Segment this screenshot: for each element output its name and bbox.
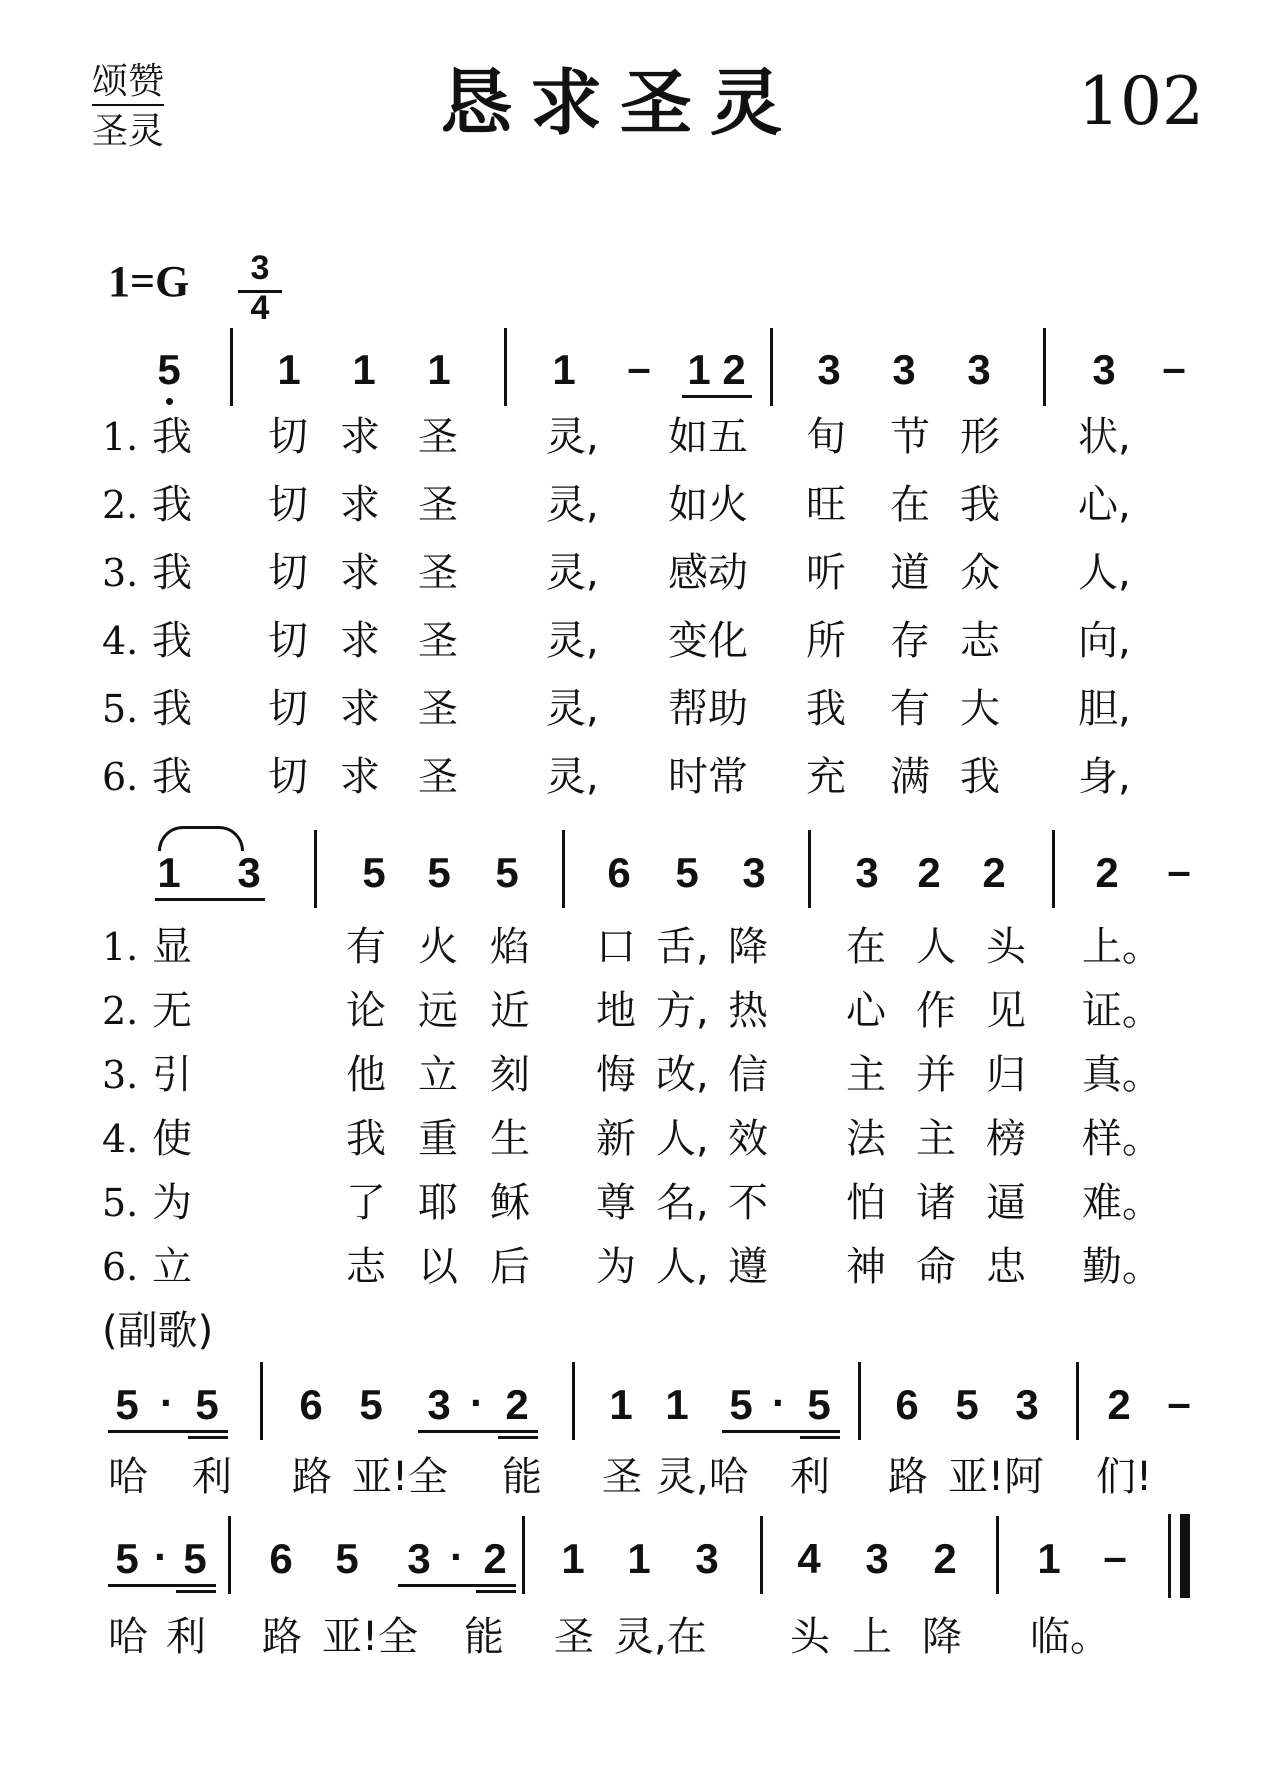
sixteenth-underline: [476, 1590, 516, 1593]
lyric-syllable: 切: [268, 754, 308, 800]
lyric-syllable: 尊: [596, 1180, 636, 1226]
note: 5: [675, 849, 699, 896]
lyric-syllable: 求: [340, 414, 380, 460]
lyric-syllable: 心: [846, 988, 886, 1034]
final-barline-thick: [1180, 1514, 1190, 1598]
lyric-syllable: 上: [852, 1614, 892, 1660]
lyric-syllable: 切: [268, 618, 308, 664]
lyric-syllable: 我: [152, 414, 192, 460]
note: 3: [967, 346, 991, 393]
sixteenth-underline: [498, 1436, 538, 1439]
hymn-title: 恳求圣灵: [440, 61, 801, 145]
lyric-syllable: 切: [268, 550, 308, 596]
low-octave-dot: [166, 398, 173, 405]
note: 3: [407, 1535, 431, 1582]
note: 5: [362, 849, 386, 896]
bar-line: [770, 328, 773, 406]
lyric-syllable: 在: [846, 924, 886, 970]
verse-number: 6.: [102, 1245, 139, 1289]
verse-number: 2.: [102, 483, 139, 527]
lyric-syllable: 遵: [728, 1244, 768, 1290]
bar-line: [1052, 830, 1055, 908]
lyric-syllable: 利: [790, 1454, 830, 1500]
verse-number: 3.: [102, 551, 139, 595]
lyric-syllable: 路: [292, 1454, 332, 1500]
lyric-syllable: 道: [890, 550, 930, 596]
lyric-syllable: 引: [152, 1052, 192, 1098]
lyric-syllable: 充: [806, 754, 846, 800]
lyric-syllable: 后: [490, 1244, 530, 1290]
lyric-syllable: 生: [490, 1116, 530, 1162]
lyric-syllable: 降: [922, 1614, 962, 1660]
lyric-syllable: 时常: [668, 754, 748, 800]
dash-hold: –: [1167, 1379, 1191, 1426]
lyric-syllable: 立: [418, 1052, 458, 1098]
lyric-syllable: 主: [846, 1052, 886, 1098]
verse-number: 5.: [102, 1181, 139, 1225]
lyric-syllable: 头: [790, 1614, 830, 1660]
lyric-syllable: 旺: [806, 482, 846, 528]
lyric-syllable: 为: [152, 1180, 192, 1226]
lyric-syllable: 我: [960, 482, 1000, 528]
lyric-syllable: 切: [268, 414, 308, 460]
note: 5: [807, 1381, 831, 1428]
dash-hold: –: [627, 344, 651, 391]
lyric-syllable: 心,: [1078, 482, 1131, 528]
lyric-syllable: 他: [346, 1052, 386, 1098]
dash-hold: –: [1167, 847, 1191, 894]
bar-line: [760, 1516, 763, 1594]
note: 5: [195, 1381, 219, 1428]
verse-number: 1.: [102, 415, 139, 459]
note: 3: [892, 346, 916, 393]
lyric-syllable: 诸: [916, 1180, 956, 1226]
lyric-syllable: 灵,在: [614, 1614, 707, 1660]
lyric-syllable: 勤。: [1082, 1244, 1162, 1290]
lyric-syllable: 以: [418, 1244, 458, 1290]
lyric-syllable: 满: [890, 754, 930, 800]
lyric-syllable: 众: [960, 550, 1000, 596]
lyric-syllable: 我: [152, 754, 192, 800]
note: 2: [483, 1535, 507, 1582]
lyric-syllable: 新: [596, 1116, 636, 1162]
lyric-syllable: 逼: [986, 1180, 1026, 1226]
lyric-syllable: 重: [418, 1116, 458, 1162]
lyric-syllable: 不: [728, 1180, 768, 1226]
lyric-syllable: 能: [464, 1614, 504, 1660]
lyric-syllable: 求: [340, 618, 380, 664]
note: 6: [895, 1381, 919, 1428]
sixteenth-underline: [800, 1436, 840, 1439]
note: 1: [627, 1535, 651, 1582]
note: 3: [1092, 346, 1116, 393]
verse-number: 4.: [102, 1117, 139, 1161]
lyric-syllable: 如火: [668, 482, 748, 528]
note: 5: [495, 849, 519, 896]
quarter-underline: [155, 898, 265, 901]
eighth-underline: [398, 1584, 516, 1587]
lyric-syllable: 为: [596, 1244, 636, 1290]
lyric-syllable: 立: [152, 1244, 192, 1290]
lyric-syllable: 灵,: [546, 550, 599, 596]
note: 2: [933, 1535, 957, 1582]
category-label-holy-spirit: 圣灵: [92, 111, 165, 152]
lyric-syllable: 我: [960, 754, 1000, 800]
dash-hold: –: [1162, 344, 1186, 391]
bar-line: [504, 328, 507, 406]
note: 5: [427, 849, 451, 896]
lyric-syllable: 并: [916, 1052, 956, 1098]
lyric-syllable: 使: [152, 1116, 192, 1162]
verse-number: 4.: [102, 619, 139, 663]
lyric-syllable: 节: [890, 414, 930, 460]
lyric-syllable: 了: [346, 1180, 386, 1226]
lyric-syllable: 人: [916, 924, 956, 970]
lyric-syllable: 灵,: [546, 686, 599, 732]
lyric-syllable: 人,: [656, 1244, 709, 1290]
category-label-praise: 颂赞: [92, 62, 164, 106]
lyric-syllable: 难。: [1082, 1180, 1162, 1226]
lyric-syllable: 利: [192, 1454, 232, 1500]
lyric-syllable: 人,: [1078, 550, 1131, 596]
note: 5: [335, 1535, 359, 1582]
note: 3: [865, 1535, 889, 1582]
lyric-syllable: 效: [728, 1116, 768, 1162]
note: 2: [1095, 849, 1119, 896]
lyric-syllable: 忠: [986, 1244, 1026, 1290]
lyric-syllable: 无: [152, 988, 192, 1034]
note: 2: [1107, 1381, 1131, 1428]
lyric-syllable: 焰: [490, 924, 530, 970]
note: 5: [955, 1381, 979, 1428]
note: 3: [855, 849, 879, 896]
lyric-syllable: 圣: [418, 414, 458, 460]
lyric-syllable: 上。: [1082, 924, 1162, 970]
lyric-syllable: 改,: [656, 1052, 709, 1098]
lyric-syllable: 能: [502, 1454, 542, 1500]
dotted-mark: ·: [450, 1533, 464, 1580]
note: 1: [277, 346, 301, 393]
eighth-underline: [418, 1430, 538, 1433]
lyric-syllable: 向,: [1078, 618, 1131, 664]
bar-line: [572, 1362, 575, 1440]
bar-line: [808, 830, 811, 908]
note: 1: [157, 849, 181, 896]
verse-number: 2.: [102, 989, 139, 1033]
time-signature-denominator: 4: [250, 289, 270, 327]
dotted-mark: ·: [772, 1379, 786, 1426]
lyric-syllable: 法: [846, 1116, 886, 1162]
lyric-syllable: 灵,: [546, 618, 599, 664]
lyric-syllable: 求: [340, 754, 380, 800]
note: 1: [552, 346, 576, 393]
lyric-syllable: 听: [806, 550, 846, 596]
note: 1: [427, 346, 451, 393]
hymn-number: 102: [1078, 63, 1204, 140]
note: 6: [607, 849, 631, 896]
lyric-syllable: 归: [986, 1052, 1026, 1098]
lyric-syllable: 亚!全: [352, 1454, 449, 1500]
lyric-syllable: 灵,: [546, 754, 599, 800]
lyric-syllable: 怕: [846, 1180, 886, 1226]
lyric-syllable: 稣: [490, 1180, 530, 1226]
lyric-syllable: 样。: [1082, 1116, 1162, 1162]
lyric-syllable: 人,: [656, 1116, 709, 1162]
note: 6: [269, 1535, 293, 1582]
lyric-syllable: 耶: [418, 1180, 458, 1226]
lyric-syllable: 灵,: [546, 414, 599, 460]
dotted-mark: ·: [160, 1379, 174, 1426]
lyric-syllable: 信: [728, 1052, 768, 1098]
lyric-syllable: 舌,: [656, 924, 709, 970]
lyric-syllable: 我: [152, 686, 192, 732]
lyric-syllable: 亚!阿: [948, 1454, 1045, 1500]
lyric-syllable: 变化: [668, 618, 748, 664]
lyric-syllable: 圣: [418, 550, 458, 596]
lyric-syllable: 哈: [108, 1454, 148, 1500]
note: 1: [665, 1381, 689, 1428]
bar-line: [314, 830, 317, 908]
lyric-syllable: 口: [596, 924, 636, 970]
lyric-syllable: 榜: [986, 1116, 1026, 1162]
lyric-syllable: 哈: [108, 1614, 148, 1660]
note: 2: [917, 849, 941, 896]
note: 1: [609, 1381, 633, 1428]
lyric-syllable: 地: [596, 988, 636, 1034]
bar-line: [858, 1362, 861, 1440]
verse-number: 5.: [102, 687, 139, 731]
sixteenth-underline: [188, 1436, 228, 1439]
note: 5: [359, 1381, 383, 1428]
note: 2: [982, 849, 1006, 896]
key-signature: 1=G: [108, 257, 190, 306]
lyric-syllable: 近: [490, 988, 530, 1034]
time-signature-numerator: 3: [250, 249, 270, 287]
lyric-syllable: 路: [262, 1614, 302, 1660]
lyric-syllable: 们!: [1096, 1454, 1153, 1500]
note: 3: [237, 849, 261, 896]
note: 5: [729, 1381, 753, 1428]
lyric-syllable: 火: [418, 924, 458, 970]
note: 3: [695, 1535, 719, 1582]
lyric-syllable: 形: [960, 414, 1000, 460]
lyric-syllable: 感动: [668, 550, 748, 596]
lyric-syllable: 在: [890, 482, 930, 528]
eighth-underline: [108, 1584, 216, 1587]
eighth-underline: [722, 1430, 840, 1433]
bar-line: [996, 1516, 999, 1594]
lyric-syllable: 见: [986, 988, 1026, 1034]
bar-line: [1043, 328, 1046, 406]
verse-number: 3.: [102, 1053, 139, 1097]
lyric-syllable: 我: [152, 482, 192, 528]
verse-number: 6.: [102, 755, 139, 799]
verse-number: 1.: [102, 925, 139, 969]
eighth-underline: [108, 1430, 228, 1433]
lyric-syllable: 主: [916, 1116, 956, 1162]
note: 3: [742, 849, 766, 896]
lyric-syllable: 帮助: [668, 686, 748, 732]
note: 1: [687, 346, 711, 393]
note: 1: [1037, 1535, 1061, 1582]
note: 1: [561, 1535, 585, 1582]
lyric-syllable: 头: [986, 924, 1026, 970]
lyric-syllable: 真。: [1082, 1052, 1162, 1098]
chorus-label: (副歌): [102, 1308, 214, 1354]
lyric-syllable: 作: [916, 988, 956, 1034]
note: 2: [722, 346, 746, 393]
lyric-syllable: 我: [152, 550, 192, 596]
note: 3: [427, 1381, 451, 1428]
lyric-syllable: 命: [916, 1244, 956, 1290]
lyric-syllable: 热: [728, 988, 768, 1034]
bar-line: [1076, 1362, 1079, 1440]
dotted-mark: ·: [154, 1533, 168, 1580]
lyric-syllable: 圣: [418, 686, 458, 732]
note: 4: [797, 1535, 821, 1582]
note: 3: [1015, 1381, 1039, 1428]
note: 5: [157, 346, 181, 393]
lyric-syllable: 我: [152, 618, 192, 664]
lyric-syllable: 志: [346, 1244, 386, 1290]
dash-hold: –: [1103, 1533, 1127, 1580]
lyric-syllable: 所: [806, 618, 846, 664]
lyric-syllable: 降: [728, 924, 768, 970]
note: 3: [817, 346, 841, 393]
lyric-syllable: 如五: [668, 414, 748, 460]
lyric-syllable: 论: [346, 988, 386, 1034]
lyric-syllable: 圣: [418, 618, 458, 664]
lyric-syllable: 利: [166, 1614, 206, 1660]
final-barline-thin: [1168, 1514, 1171, 1598]
lyric-syllable: 证。: [1082, 988, 1162, 1034]
bar-line: [522, 1516, 525, 1594]
lyric-syllable: 胆,: [1078, 686, 1131, 732]
note: 1: [352, 346, 376, 393]
lyric-syllable: 亚!全: [322, 1614, 419, 1660]
lyric-syllable: 身,: [1078, 754, 1131, 800]
lyric-syllable: 刻: [490, 1052, 530, 1098]
lyric-syllable: 状,: [1078, 414, 1131, 460]
lyric-syllable: 圣: [554, 1614, 594, 1660]
lyric-syllable: 圣: [418, 754, 458, 800]
lyric-syllable: 求: [340, 550, 380, 596]
lyric-syllable: 存: [890, 618, 930, 664]
lyric-syllable: 灵,: [546, 482, 599, 528]
lyric-syllable: 方,: [656, 988, 709, 1034]
lyric-syllable: 我: [346, 1116, 386, 1162]
eighth-underline: [682, 395, 752, 398]
lyric-syllable: 求: [340, 482, 380, 528]
note: 2: [505, 1381, 529, 1428]
bar-line: [260, 1362, 263, 1440]
lyric-syllable: 临。: [1030, 1614, 1110, 1660]
lyric-syllable: 求: [340, 686, 380, 732]
lyric-syllable: 大: [960, 686, 1000, 732]
lyric-syllable: 灵,哈: [656, 1454, 749, 1500]
sixteenth-underline: [176, 1590, 216, 1593]
lyric-syllable: 我: [806, 686, 846, 732]
note: 5: [115, 1535, 139, 1582]
note: 5: [115, 1381, 139, 1428]
lyric-syllable: 有: [346, 924, 386, 970]
lyric-syllable: 悔: [596, 1052, 636, 1098]
lyric-syllable: 志: [960, 618, 1000, 664]
lyric-syllable: 名,: [656, 1180, 709, 1226]
dotted-mark: ·: [470, 1379, 484, 1426]
lyric-syllable: 圣: [602, 1454, 642, 1500]
lyric-syllable: 路: [888, 1454, 928, 1500]
bar-line: [230, 328, 233, 406]
lyric-syllable: 切: [268, 686, 308, 732]
bar-line: [562, 830, 565, 908]
lyric-syllable: 远: [418, 988, 458, 1034]
lyric-syllable: 神: [846, 1244, 886, 1290]
lyric-syllable: 有: [890, 686, 930, 732]
lyric-syllable: 旬: [806, 414, 846, 460]
lyric-syllable: 圣: [418, 482, 458, 528]
note: 5: [183, 1535, 207, 1582]
lyric-syllable: 显: [152, 924, 192, 970]
bar-line: [228, 1516, 231, 1594]
note: 6: [299, 1381, 323, 1428]
lyric-syllable: 切: [268, 482, 308, 528]
